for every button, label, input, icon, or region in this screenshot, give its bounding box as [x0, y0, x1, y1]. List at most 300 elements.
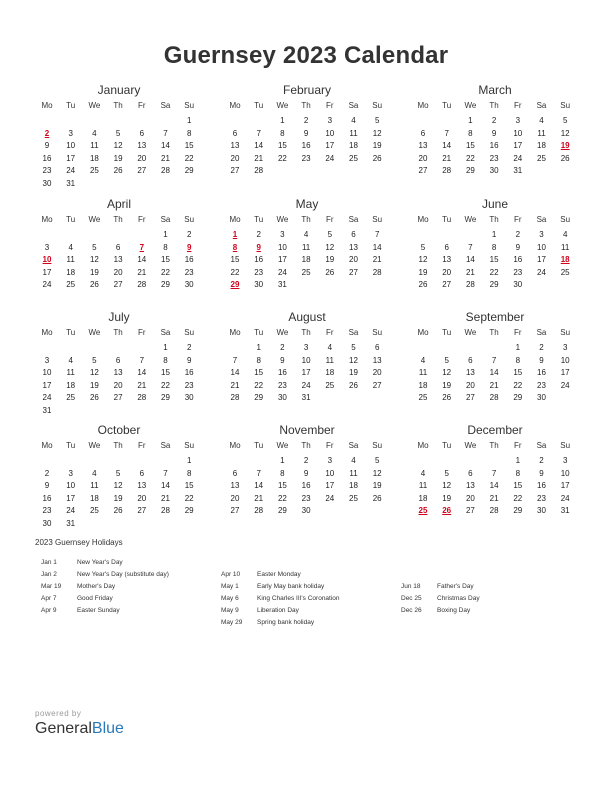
day-cell: 19	[325, 255, 335, 265]
day-cell: 26	[418, 280, 428, 290]
day-cell: 23	[184, 380, 194, 390]
day-cell: 9	[186, 355, 192, 365]
day-cell: 24	[560, 380, 570, 390]
day-cell: 28	[254, 166, 264, 176]
weekday-label: Su	[560, 215, 571, 224]
day-cell: 6	[232, 128, 238, 138]
holiday-name: Easter Sunday	[77, 606, 120, 614]
day-cell: 27	[137, 506, 147, 516]
day-cell: 25	[418, 393, 428, 403]
day-cell: 8	[468, 128, 473, 138]
day-cell: 12	[442, 481, 452, 491]
generalblue-logo[interactable]	[35, 720, 124, 738]
weekday-label: Su	[184, 101, 195, 110]
weekday-label: Sa	[160, 441, 171, 450]
day-cell: 31	[42, 406, 52, 415]
day-cell: 11	[537, 128, 546, 138]
holiday-name: Mother's Day	[77, 582, 116, 590]
brand-general: General	[35, 720, 92, 737]
day-cell: 27	[372, 380, 382, 390]
weekday-header	[411, 101, 579, 113]
day-cell: 6	[420, 128, 426, 138]
month-name: December	[467, 423, 523, 437]
weekday-label: Tu	[66, 215, 76, 224]
day-cell: 22	[513, 493, 523, 503]
weekday-label: Sa	[536, 101, 547, 110]
weekday-label: Sa	[536, 328, 547, 337]
weekday-label: Th	[113, 215, 123, 224]
holiday-date: Dec 25	[401, 594, 422, 602]
day-cell: 27	[230, 506, 240, 516]
holiday-day-cell: 9	[256, 242, 261, 252]
day-cell: 20	[230, 153, 240, 163]
day-cell: 24	[325, 153, 335, 163]
powered-by-text: powered by	[35, 709, 82, 718]
day-cell: 25	[66, 280, 76, 290]
day-cell: 22	[513, 380, 523, 390]
day-cell: 20	[230, 493, 240, 503]
weekday-label: Mo	[417, 328, 429, 337]
day-cell: 22	[161, 380, 170, 390]
day-cell: 27	[442, 280, 452, 290]
weekday-label: Fr	[138, 328, 146, 337]
day-cell: 10	[325, 128, 335, 138]
day-cell: 9	[44, 141, 50, 151]
day-cell: 15	[277, 481, 287, 491]
weekday-label: Th	[489, 328, 499, 337]
day-cell: 3	[539, 230, 544, 239]
day-cell: 9	[44, 481, 50, 491]
day-cell: 5	[115, 128, 121, 138]
weekday-label: Tu	[254, 215, 264, 224]
weekday-label: Fr	[138, 441, 146, 450]
day-cell: 8	[515, 355, 521, 365]
day-cell: 10	[537, 242, 546, 252]
day-cell: 25	[325, 380, 335, 390]
day-cell: 30	[42, 519, 52, 528]
day-cell: 21	[161, 493, 170, 503]
day-cell: 14	[161, 141, 170, 151]
day-cell: 14	[465, 255, 475, 265]
holiday-name: Christmas Day	[437, 594, 480, 602]
day-cell: 20	[113, 267, 123, 277]
holiday-name: Easter Monday	[257, 571, 301, 578]
day-cell: 29	[184, 506, 194, 516]
day-cell: 12	[113, 141, 123, 151]
day-cell: 17	[42, 380, 52, 390]
day-cell: 19	[113, 493, 123, 503]
day-cell: 24	[537, 267, 546, 277]
weekday-label: Sa	[348, 441, 359, 450]
day-cell: 9	[303, 128, 309, 138]
day-cell: 5	[327, 230, 333, 239]
holiday-day-cell: 26	[442, 506, 452, 516]
weekday-label: We	[276, 441, 289, 450]
day-cell: 6	[139, 128, 145, 138]
day-cell: 14	[489, 481, 499, 491]
month-april	[35, 197, 203, 307]
day-cell: 26	[113, 166, 123, 176]
weekday-label: We	[88, 215, 101, 224]
day-cell: 13	[418, 141, 428, 151]
weekday-label: Su	[372, 215, 383, 224]
day-cell: 14	[161, 481, 170, 491]
day-cell: 4	[92, 468, 97, 478]
weekday-label: Sa	[348, 101, 359, 110]
day-cell: 3	[44, 242, 50, 252]
holiday-date: May 6	[221, 594, 239, 602]
holiday-date: Dec 26	[401, 606, 422, 614]
holiday-day-cell: 9	[186, 242, 192, 252]
day-cell: 16	[301, 481, 311, 491]
day-cell: 3	[562, 456, 568, 465]
day-cell: 10	[513, 128, 523, 138]
weekday-label: Fr	[326, 441, 334, 450]
day-cell: 22	[161, 267, 170, 277]
weekday-label: Mo	[229, 328, 241, 337]
day-cell: 12	[418, 255, 428, 265]
day-cell: 18	[66, 267, 76, 277]
day-cell: 29	[184, 166, 194, 176]
holiday-day-cell: 1	[232, 230, 238, 239]
day-cell: 13	[113, 368, 123, 378]
day-cell: 1	[491, 230, 497, 239]
day-cell: 7	[163, 128, 168, 138]
weekday-label: Th	[489, 215, 499, 224]
day-cell: 30	[184, 393, 194, 403]
day-cell: 13	[230, 481, 240, 491]
day-cell: 12	[442, 368, 452, 378]
day-cell: 21	[230, 380, 240, 390]
day-cell: 15	[184, 481, 194, 491]
day-cell: 26	[372, 153, 382, 163]
month-october	[35, 423, 203, 533]
day-cell: 23	[301, 153, 311, 163]
weekday-label: We	[88, 328, 101, 337]
day-cell: 4	[327, 343, 333, 352]
weekday-label: Su	[184, 441, 195, 450]
holiday-day-cell: 18	[560, 255, 570, 265]
weekday-label: We	[464, 441, 477, 450]
day-cell: 27	[418, 166, 428, 176]
day-cell: 4	[562, 230, 568, 239]
month-march	[411, 83, 579, 193]
day-cell: 18	[349, 141, 358, 151]
day-cell: 13	[465, 481, 475, 491]
holiday-date: Jan 1	[41, 559, 57, 566]
day-cell: 13	[465, 368, 475, 378]
day-cell: 7	[139, 355, 145, 365]
day-cell: 11	[561, 242, 570, 252]
day-cell: 7	[374, 230, 380, 239]
day-cell: 8	[186, 128, 192, 138]
day-cell: 20	[372, 368, 382, 378]
day-cell: 9	[280, 355, 285, 365]
day-cell: 19	[418, 267, 428, 277]
weekday-label: We	[276, 215, 289, 224]
day-cell: 28	[137, 280, 147, 290]
day-cell: 15	[254, 368, 264, 378]
day-cell: 20	[113, 380, 123, 390]
weekday-label: Mo	[229, 215, 241, 224]
day-cell: 30	[184, 280, 194, 290]
day-cell: 26	[113, 506, 123, 516]
day-cell: 2	[186, 230, 192, 239]
day-cell: 17	[325, 141, 335, 151]
day-cell: 19	[89, 267, 99, 277]
holidays-heading: 2023 Guernsey Holidays	[35, 538, 123, 547]
weekday-label: We	[276, 101, 289, 110]
weekday-label: Tu	[66, 441, 76, 450]
day-cell: 2	[491, 116, 497, 125]
day-cell: 26	[560, 153, 570, 163]
day-cell: 29	[254, 393, 264, 403]
day-cell: 17	[301, 368, 311, 378]
day-cell: 26	[349, 380, 358, 390]
day-cell: 24	[66, 166, 76, 176]
holiday-date: May 1	[221, 582, 239, 590]
day-cell: 24	[301, 380, 311, 390]
month-may	[223, 197, 391, 307]
day-cell: 23	[254, 267, 264, 277]
day-cell: 31	[66, 519, 76, 528]
holiday-date: Jan 2	[41, 570, 57, 578]
day-cell: 19	[442, 380, 452, 390]
holiday-date: May 29	[221, 618, 243, 626]
month-name: January	[97, 83, 141, 97]
weekday-label: Th	[489, 101, 499, 110]
day-cell: 1	[280, 456, 285, 465]
weekday-header	[223, 215, 391, 227]
day-cell: 26	[89, 393, 99, 403]
day-cell: 2	[303, 116, 309, 125]
month-december	[411, 423, 579, 533]
day-cell: 16	[301, 141, 311, 151]
day-cell: 12	[89, 368, 99, 378]
day-cell: 9	[491, 128, 497, 138]
brand-blue: Blue	[91, 720, 124, 737]
day-cell: 31	[301, 393, 311, 403]
day-cell: 12	[89, 255, 99, 265]
day-cell: 27	[230, 166, 240, 176]
holiday-name: Boxing Day	[437, 606, 471, 614]
day-cell: 17	[42, 267, 52, 277]
month-name: June	[481, 197, 509, 211]
day-cell: 24	[277, 267, 287, 277]
day-cell: 24	[325, 493, 335, 503]
day-cell: 6	[468, 468, 473, 478]
day-cell: 10	[66, 481, 76, 491]
day-cell: 13	[349, 242, 358, 252]
day-cell: 5	[351, 343, 356, 352]
day-cell: 8	[163, 242, 168, 252]
day-cell: 22	[277, 493, 287, 503]
holiday-day-cell: 7	[139, 242, 145, 252]
weekday-label: Tu	[442, 328, 452, 337]
day-cell: 2	[44, 468, 50, 478]
day-cell: 7	[232, 355, 238, 365]
day-cell: 21	[489, 380, 499, 390]
holiday-date: Apr 7	[41, 594, 57, 602]
month-january	[35, 83, 203, 193]
day-cell: 4	[92, 128, 97, 138]
day-cell: 28	[489, 506, 499, 516]
day-cell: 1	[186, 456, 192, 465]
day-cell: 5	[115, 468, 121, 478]
holiday-day-cell: 29	[230, 280, 240, 290]
day-cell: 20	[465, 493, 475, 503]
holiday-day-cell: 2	[44, 128, 50, 138]
day-cell: 9	[515, 242, 521, 252]
day-cell: 25	[349, 493, 358, 503]
day-cell: 1	[515, 456, 521, 465]
day-cell: 1	[163, 230, 168, 239]
day-cell: 15	[513, 368, 523, 378]
weekday-label: Mo	[41, 328, 53, 337]
day-cell: 25	[301, 267, 311, 277]
day-cell: 22	[254, 380, 264, 390]
day-cell: 5	[92, 242, 97, 252]
weekday-label: Su	[560, 101, 571, 110]
day-cell: 16	[254, 255, 264, 265]
weekday-label: Tu	[66, 101, 76, 110]
day-cell: 26	[372, 493, 382, 503]
day-cell: 28	[372, 267, 382, 277]
day-cell: 27	[113, 393, 123, 403]
day-cell: 2	[539, 456, 544, 465]
month-february	[223, 83, 391, 193]
day-cell: 25	[89, 166, 99, 176]
day-cell: 12	[113, 481, 123, 491]
day-cell: 19	[113, 153, 123, 163]
holiday-name: Spring bank holiday	[257, 618, 315, 626]
day-cell: 4	[68, 355, 73, 365]
day-cell: 23	[184, 267, 194, 277]
weekday-label: Fr	[326, 215, 334, 224]
day-cell: 18	[325, 368, 335, 378]
weekday-label: Th	[113, 328, 123, 337]
day-cell: 15	[513, 481, 523, 491]
day-cell: 21	[442, 153, 452, 163]
day-cell: 4	[420, 355, 426, 365]
day-cell: 13	[372, 355, 382, 365]
day-cell: 4	[539, 116, 544, 125]
day-cell: 31	[66, 179, 76, 188]
weekday-label: Th	[113, 441, 123, 450]
weekday-label: Fr	[326, 101, 334, 110]
day-cell: 11	[301, 242, 311, 252]
day-cell: 5	[92, 355, 97, 365]
day-cell: 7	[163, 468, 168, 478]
weekday-label: We	[276, 328, 289, 337]
weekday-header	[35, 328, 203, 340]
day-cell: 22	[277, 153, 287, 163]
day-cell: 21	[137, 380, 147, 390]
day-cell: 6	[115, 355, 121, 365]
holiday-day-cell: 8	[232, 242, 238, 252]
day-cell: 1	[468, 116, 473, 125]
weekday-label: Fr	[326, 328, 334, 337]
day-cell: 18	[537, 141, 546, 151]
holiday-date: Mar 19	[41, 582, 62, 590]
month-september	[411, 310, 579, 420]
day-cell: 4	[68, 242, 73, 252]
day-cell: 13	[113, 255, 123, 265]
day-cell: 5	[374, 116, 380, 125]
weekday-label: Th	[301, 441, 311, 450]
day-cell: 23	[301, 493, 311, 503]
day-cell: 30	[254, 280, 264, 290]
day-cell: 5	[374, 456, 380, 465]
day-cell: 23	[537, 493, 546, 503]
weekday-label: Su	[560, 441, 571, 450]
day-cell: 28	[161, 506, 170, 516]
day-cell: 28	[254, 506, 264, 516]
weekday-label: We	[464, 215, 477, 224]
day-cell: 21	[254, 493, 264, 503]
day-cell: 21	[161, 153, 170, 163]
weekday-label: Sa	[160, 101, 171, 110]
day-cell: 27	[349, 267, 358, 277]
day-cell: 30	[42, 179, 52, 188]
day-cell: 19	[372, 141, 382, 151]
day-cell: 4	[303, 230, 309, 239]
day-cell: 23	[42, 506, 52, 516]
day-cell: 11	[349, 128, 358, 138]
day-cell: 12	[372, 128, 382, 138]
weekday-label: Sa	[348, 328, 359, 337]
day-cell: 7	[444, 128, 449, 138]
day-cell: 17	[537, 255, 546, 265]
day-cell: 8	[280, 128, 285, 138]
day-cell: 12	[372, 468, 382, 478]
weekday-label: Su	[372, 328, 383, 337]
day-cell: 2	[186, 343, 192, 352]
day-cell: 30	[301, 506, 311, 516]
holiday-name: King Charles III's Coronation	[257, 594, 340, 602]
day-cell: 10	[42, 368, 52, 378]
day-cell: 20	[442, 267, 452, 277]
day-cell: 24	[42, 393, 52, 403]
day-cell: 31	[513, 166, 523, 176]
day-cell: 17	[277, 255, 287, 265]
day-cell: 8	[256, 355, 261, 365]
day-cell: 6	[374, 343, 380, 352]
day-cell: 1	[515, 343, 521, 352]
day-cell: 8	[515, 468, 521, 478]
weekday-header	[223, 328, 391, 340]
day-cell: 21	[137, 267, 147, 277]
weekday-header	[35, 101, 203, 113]
day-cell: 22	[230, 267, 240, 277]
weekday-label: We	[464, 101, 477, 110]
holiday-day-cell: 10	[42, 255, 52, 265]
day-cell: 17	[325, 481, 335, 491]
day-cell: 20	[137, 153, 147, 163]
weekday-label: Su	[184, 328, 195, 337]
day-cell: 13	[137, 481, 147, 491]
holiday-date: May 9	[221, 606, 239, 614]
holiday-name: New Year's Day (substitute day)	[77, 570, 169, 578]
day-cell: 14	[489, 368, 499, 378]
day-cell: 14	[230, 368, 240, 378]
weekday-label: Sa	[160, 328, 171, 337]
day-cell: 9	[303, 468, 309, 478]
holiday-date: Apr 9	[41, 606, 57, 614]
day-cell: 16	[42, 493, 52, 503]
day-cell: 19	[442, 493, 452, 503]
day-cell: 22	[489, 267, 499, 277]
